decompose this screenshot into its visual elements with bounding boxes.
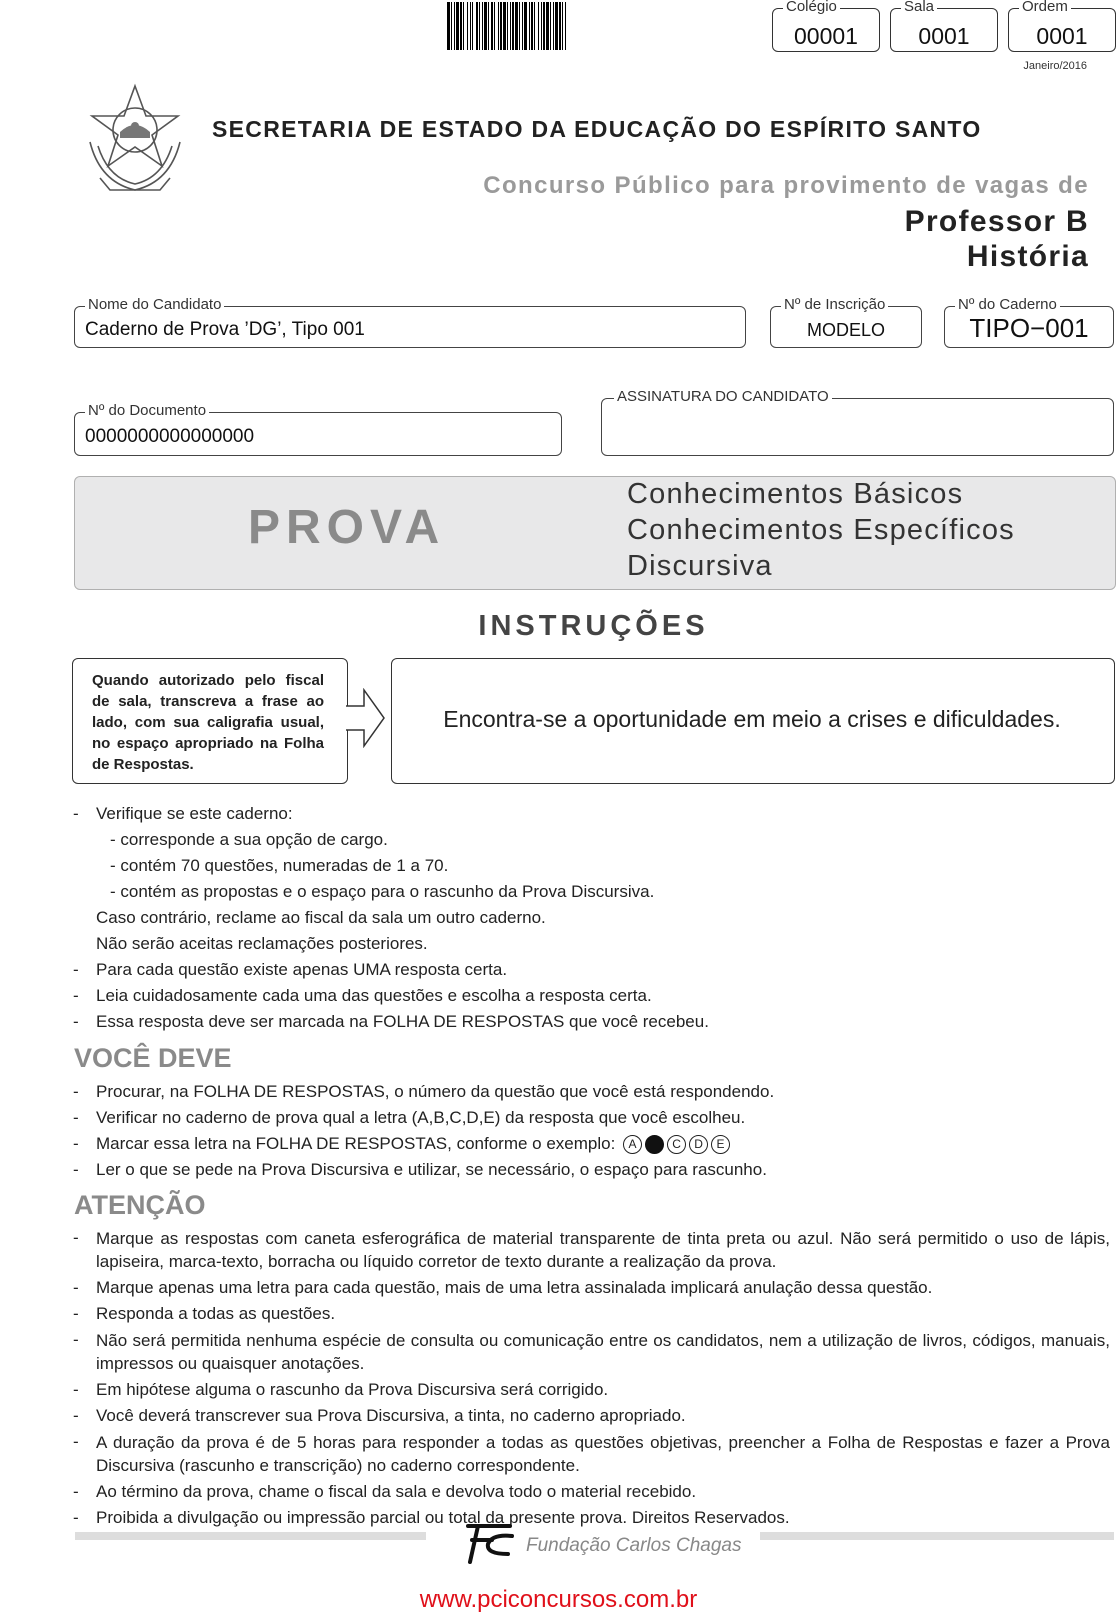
transcription-phrase: Encontra-se a oportunidade em meio a crises e dificuldades. xyxy=(443,706,1061,732)
sala-box xyxy=(890,0,998,52)
barcode-stripe xyxy=(566,2,569,50)
atencao-line: Marque apenas uma letra para cada questão, mais de uma letra assinalada implicará anulação dessa questão. xyxy=(96,1278,933,1297)
voce-deve-line: Verificar no caderno de prova qual a letra (A,B,C,D,E) da resposta que você escolheu. xyxy=(96,1108,746,1127)
colegio-value: 00001 xyxy=(794,23,858,49)
colegio-box xyxy=(772,0,880,52)
prova-part-basicos: Conhecimentos Básicos xyxy=(627,478,964,510)
bubble-filled-icon xyxy=(645,1135,664,1154)
bubble-c-icon: C xyxy=(667,1135,686,1154)
instruction-line: Leia cuidadosamente cada uma das questões e escolha a resposta certa. xyxy=(96,986,652,1005)
colegio-label: Colégio xyxy=(783,0,840,15)
bubble-e-icon: E xyxy=(711,1135,730,1154)
atencao-line: A duração da prova é de 5 horas para responder a todas as questões objetivas, preencher a Folha de Respostas e fazer a Prova Discursiva (rascunho e transcrição) no caderno correspondente. xyxy=(96,1433,1110,1475)
prova-part-especificos: Conhecimentos Específicos xyxy=(627,514,1015,546)
caderno-label: Nº do Caderno xyxy=(955,296,1060,313)
barcode xyxy=(447,2,727,50)
ordem-box xyxy=(1008,0,1116,52)
assinatura-label: ASSINATURA DO CANDIDATO xyxy=(614,388,832,405)
transcribe-instruction: Quando autorizado pelo fiscal de sala, transcreva a frase ao lado, com sua caligrafia usual, no espaço apropriado na Folha de Respostas. xyxy=(92,672,324,773)
atencao-line: Ao término da prova, chame o fiscal da sala e devolva todo o material recebido. xyxy=(96,1482,697,1501)
footer-divider xyxy=(760,1532,1114,1540)
atencao-line: Não será permitida nenhuma espécie de consulta ou comunicação entre os candidatos, nem a utilização de livros, códigos, manuais, impressos ou quaisquer anotações. xyxy=(96,1331,1110,1373)
verify-sub3: - contém as propostas e o espaço para o rascunho da Prova Discursiva. xyxy=(110,882,655,901)
documento-value: 0000000000000000 xyxy=(85,426,255,447)
verify-sub2: - contém 70 questões, numeradas de 1 a 70. xyxy=(110,856,449,875)
inscricao-value: MODELO xyxy=(806,320,885,340)
voce-deve-line: Procurar, na FOLHA DE RESPOSTAS, o número da questão que você está respondendo. xyxy=(96,1082,775,1101)
nome-field[interactable] xyxy=(74,296,746,348)
cargo-line1: Professor B xyxy=(904,205,1089,238)
footer-divider xyxy=(75,1532,426,1540)
ordem-value: 0001 xyxy=(1036,23,1088,49)
verify-line: Verifique se este caderno: xyxy=(96,804,293,823)
concurso-subtitle: Concurso Público para provimento de vagas de xyxy=(483,172,1089,199)
fcc-logo-icon xyxy=(462,1522,517,1566)
prova-title: PROVA xyxy=(248,501,446,554)
inscricao-field[interactable] xyxy=(770,296,922,348)
cargo-title xyxy=(905,204,1089,274)
nao-line: Não serão aceitas reclamações posteriores. xyxy=(96,934,428,953)
sala-value: 0001 xyxy=(918,23,970,49)
inscricao-label: Nº de Inscrição xyxy=(781,296,888,313)
atencao-line: Em hipótese alguma o rascunho da Prova Discursiva será corrigido. xyxy=(96,1380,609,1399)
verify-sub1: - corresponde a sua opção de cargo. xyxy=(110,830,388,849)
instruction-line: Essa resposta deve ser marcada na FOLHA DE RESPOSTAS que você recebeu. xyxy=(96,1012,709,1031)
atencao-line: Proibida a divulgação ou impressão parcial ou total da presente prova. Direitos Reservados. xyxy=(96,1508,790,1527)
instruction-line: Para cada questão existe apenas UMA resposta certa. xyxy=(96,960,508,979)
caderno-field[interactable] xyxy=(944,296,1114,348)
prova-part-discursiva: Discursiva xyxy=(627,550,773,582)
institution-title: SECRETARIA DE ESTADO DA EDUCAÇÃO DO ESPÍRITO SANTO xyxy=(212,116,982,142)
caderno-value: TIPO−001 xyxy=(969,313,1089,343)
dash: - xyxy=(73,804,79,823)
atencao-line: Você deverá transcrever sua Prova Discursiva, a tinta, no caderno apropriado. xyxy=(96,1406,686,1425)
ordem-label: Ordem xyxy=(1019,0,1071,15)
state-emblem-icon xyxy=(80,82,190,198)
bubble-a-icon: A xyxy=(623,1135,642,1154)
caso-line: Caso contrário, reclame ao fiscal da sala um outro caderno. xyxy=(96,908,546,927)
date-label: Janeiro/2016 xyxy=(1023,60,1087,72)
voce-deve-line-example: Marcar essa letra na FOLHA DE RESPOSTAS, conforme o exemplo: A C D E xyxy=(96,1134,730,1154)
sala-label: Sala xyxy=(901,0,937,15)
nome-value: Caderno de Prova ’DG’, Tipo 001 xyxy=(85,319,365,340)
fcc-name: Fundação Carlos Chagas xyxy=(526,1535,742,1556)
assinatura-field[interactable] xyxy=(601,388,1114,456)
website-link[interactable]: www.pciconcursos.com.br xyxy=(419,1586,698,1613)
instrucoes-title: INSTRUÇÕES xyxy=(478,610,709,642)
cargo-line2: História xyxy=(966,240,1089,273)
arrow-right-icon xyxy=(346,688,386,748)
documento-label: Nº do Documento xyxy=(85,402,209,419)
documento-field[interactable] xyxy=(74,402,562,456)
atencao-line: Responda a todas as questões. xyxy=(96,1304,336,1323)
atencao-heading: ATENÇÃO xyxy=(74,1190,206,1220)
nome-label: Nome do Candidato xyxy=(85,296,224,313)
voce-deve-line: Ler o que se pede na Prova Discursiva e utilizar, se necessário, o espaço para rascunho. xyxy=(96,1160,767,1179)
voce-deve-heading: VOCÊ DEVE xyxy=(74,1043,232,1073)
atencao-line: Marque as respostas com caneta esferográfica de material transparente de tinta preta ou azul. Não será permitido o uso de lápis, lapiseira, marca-texto, borracha ou líquido corretor de texto durante a realização da prova. xyxy=(96,1229,1110,1271)
bubble-d-icon: D xyxy=(689,1135,708,1154)
